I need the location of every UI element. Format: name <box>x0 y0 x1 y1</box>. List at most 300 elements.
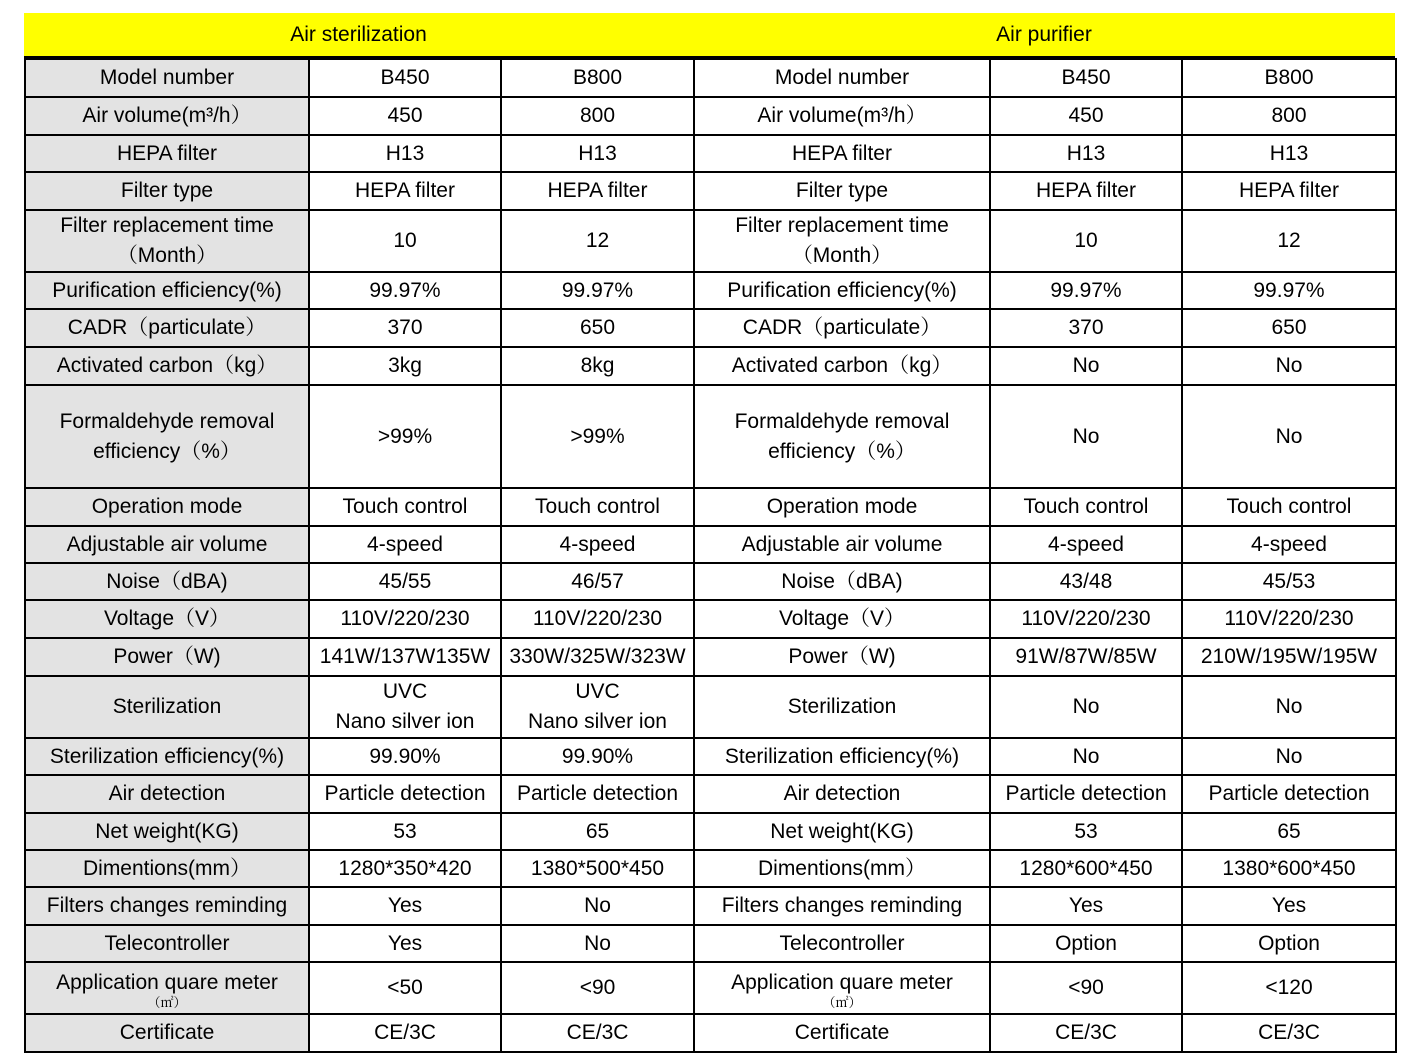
air-purifier-b800-value <box>1182 962 1396 1014</box>
air-sterilization-b450-value <box>309 563 501 600</box>
spec-label-sterilization <box>25 135 309 172</box>
air-purifier-b800-value <box>1182 272 1396 309</box>
cell-text-line: <90 <box>579 976 616 999</box>
cell-text-line: 370 <box>1068 316 1104 339</box>
cell-text-line: 1380*500*450 <box>530 856 665 880</box>
cell-text-line: No <box>1072 744 1100 768</box>
air-purifier-b800-value <box>1182 638 1396 676</box>
air-purifier-b450-value <box>990 563 1182 600</box>
cell-text-line: Net weight(KG) <box>770 819 914 843</box>
cell-text-line: Telecontroller <box>104 931 230 955</box>
table-row <box>25 488 1396 526</box>
cell-text-line: 45/55 <box>378 569 432 593</box>
cell-text-line: No <box>1275 424 1303 448</box>
cell-text-line: 65 <box>585 819 610 843</box>
cell-text-line: B800 <box>1264 66 1314 89</box>
air-purifier-b450-value <box>990 97 1182 135</box>
cell-text-line: Operation mode <box>91 495 243 518</box>
cell-text-line: （㎡） <box>822 995 862 1010</box>
cell-text-line: Particle detection <box>1005 782 1167 805</box>
table-row <box>25 309 1396 347</box>
air-sterilization-b450-value <box>309 638 501 676</box>
cell-text-line: 4-speed <box>1251 532 1327 556</box>
cell-text-line: HEPA filter <box>1036 179 1136 202</box>
air-sterilization-b800-value <box>501 563 694 600</box>
cell-text-line: Voltage（V） <box>778 607 906 630</box>
air-sterilization-b450-value <box>309 676 501 738</box>
air-sterilization-b450-value <box>309 1014 501 1052</box>
cell-text-line: Air detection <box>108 782 226 805</box>
cell-text-line: Filters changes reminding <box>46 894 288 917</box>
cell-text-line: 53 <box>1074 819 1098 843</box>
cell-text-line: 8kg <box>580 354 615 377</box>
air-purifier-b450-value <box>990 925 1182 962</box>
cell-text-line: Filters changes reminding <box>721 894 963 917</box>
air-purifier-b450-value <box>990 59 1182 97</box>
cell-text-line: Certificate <box>119 1021 215 1044</box>
air-purifier-b800-value <box>1182 600 1396 638</box>
air-purifier-b800-value <box>1182 676 1396 738</box>
air-purifier-b450-value <box>990 347 1182 385</box>
table-row <box>25 563 1396 600</box>
cell-text-line: Air volume(m³/h） <box>757 104 927 127</box>
air-purifier-b450-value <box>990 488 1182 526</box>
spec-label-sterilization <box>25 925 309 962</box>
air-purifier-b450-value <box>990 813 1182 850</box>
cell-text-line: H13 <box>578 141 617 165</box>
cell-text-line: Dimentions(mm） <box>757 856 927 880</box>
air-purifier-b450-value <box>990 962 1182 1014</box>
spec-label-purifier <box>694 850 990 887</box>
cell-text-line: 46/57 <box>571 569 624 593</box>
cell-text-line: B450 <box>380 66 430 89</box>
cell-text-line: CE/3C <box>1258 1021 1320 1044</box>
cell-text-line: Nano silver ion <box>335 710 475 733</box>
cell-text-line: No <box>584 894 611 917</box>
cell-text-line: H13 <box>385 141 425 165</box>
cell-text-line: H13 <box>1269 141 1309 165</box>
air-sterilization-b450-value <box>309 97 501 135</box>
cell-text-line: CE/3C <box>1055 1021 1117 1044</box>
air-sterilization-b800-value <box>501 738 694 775</box>
cell-text-line: HEPA filter <box>355 179 455 202</box>
cell-text-line: 12 <box>585 229 610 252</box>
table-row <box>25 97 1396 135</box>
cell-text-line: 99.97% <box>369 278 441 302</box>
air-sterilization-b450-value <box>309 347 501 385</box>
cell-text-line: B800 <box>572 66 623 89</box>
cell-text-line: Option <box>1055 931 1117 955</box>
air-sterilization-b450-value <box>309 135 501 172</box>
cell-text-line: Yes <box>1271 894 1307 917</box>
cell-text-line: Power（W) <box>788 645 896 668</box>
spec-label-sterilization <box>25 488 309 526</box>
cell-text-line: （㎡） <box>147 995 187 1010</box>
cell-text-line: Power（W) <box>113 645 221 668</box>
cell-text-line: 99.97% <box>561 278 634 302</box>
cell-text-line: 650 <box>579 316 616 339</box>
air-sterilization-b800-value <box>501 347 694 385</box>
air-sterilization-b450-value <box>309 813 501 850</box>
cell-text-line: 1380*600*450 <box>1222 856 1356 880</box>
cell-text-line: 450 <box>1068 104 1104 127</box>
spec-label-purifier <box>694 962 990 1014</box>
spec-label-sterilization <box>25 309 309 347</box>
cell-text-line: Sterilization <box>112 695 222 718</box>
cell-text-line: Yes <box>1068 894 1104 917</box>
air-sterilization-b450-value <box>309 738 501 775</box>
cell-text-line: No <box>1072 424 1100 448</box>
cell-text-line: 110V/220/230 <box>532 607 663 630</box>
air-purifier-b800-value <box>1182 172 1396 210</box>
table-row <box>25 600 1396 638</box>
air-sterilization-b800-value <box>501 676 694 738</box>
air-purifier-b450-value <box>990 526 1182 563</box>
air-sterilization-b800-value <box>501 1014 694 1052</box>
table-row <box>25 887 1396 925</box>
cell-text-line: 1280*350*420 <box>338 856 472 880</box>
cell-text-line: 12 <box>1277 229 1301 252</box>
cell-text-line: Certificate <box>794 1021 890 1044</box>
cell-text-line: No <box>1275 744 1303 768</box>
cell-text-line: Nano silver ion <box>528 710 667 733</box>
cell-text-line: 330W/325W/323W <box>509 645 686 668</box>
air-sterilization-b450-value <box>309 309 501 347</box>
cell-text-line: 210W/195W/195W <box>1200 645 1378 668</box>
cell-text-line: CE/3C <box>374 1021 436 1044</box>
cell-text-line: UVC <box>382 680 428 703</box>
spec-label-purifier <box>694 676 990 738</box>
spec-label-sterilization <box>25 272 309 309</box>
spec-sheet <box>24 13 1395 1053</box>
air-sterilization-b450-value <box>309 385 501 488</box>
cell-text-line: Sterilization efficiency(%) <box>724 744 960 768</box>
spec-label-sterilization <box>25 97 309 135</box>
cell-text-line: Sterilization efficiency(%) <box>49 744 285 768</box>
cell-text-line: 141W/137W135W <box>319 645 491 668</box>
air-purifier-b800-value <box>1182 563 1396 600</box>
cell-text-line: Formaldehyde removal <box>734 409 950 433</box>
cell-text-line: No <box>1275 354 1303 377</box>
cell-text-line: HEPA filter <box>547 179 648 202</box>
air-sterilization-b450-value <box>309 172 501 210</box>
spec-label-purifier <box>694 272 990 309</box>
cell-text-line: 4-speed <box>367 532 443 556</box>
cell-text-line: Touch control <box>1023 495 1149 518</box>
spec-label-purifier <box>694 488 990 526</box>
cell-text-line: Model number <box>99 66 235 89</box>
spec-label-purifier <box>694 563 990 600</box>
cell-text-line: 370 <box>387 316 423 339</box>
air-purifier-b450-value <box>990 850 1182 887</box>
cell-text-line: 53 <box>393 819 417 843</box>
air-purifier-b450-value <box>990 385 1182 488</box>
air-purifier-b450-value <box>990 1014 1182 1052</box>
cell-text-line: Dimentions(mm） <box>82 856 252 880</box>
air-purifier-b800-value <box>1182 738 1396 775</box>
cell-text-line: Touch control <box>342 495 468 518</box>
spec-label-sterilization <box>25 962 309 1014</box>
spec-label-purifier <box>694 887 990 925</box>
cell-text-line: Net weight(KG) <box>95 819 239 843</box>
cell-text-line: Air detection <box>783 782 901 805</box>
table-row <box>25 738 1396 775</box>
cell-text-line: Air volume(m³/h） <box>82 104 252 127</box>
cell-text-line: No <box>1275 695 1303 718</box>
cell-text-line: 4-speed <box>559 532 636 556</box>
air-purifier-b800-value <box>1182 385 1396 488</box>
spec-label-sterilization <box>25 676 309 738</box>
cell-text-line: 99.97% <box>1253 278 1325 302</box>
table-row <box>25 59 1396 97</box>
cell-text-line: HEPA filter <box>117 141 217 165</box>
table-row <box>25 638 1396 676</box>
air-sterilization-b800-value <box>501 272 694 309</box>
air-purifier-b800-value <box>1182 210 1396 272</box>
cell-text-line: H13 <box>1066 141 1106 165</box>
cell-text-line: Application quare meter <box>56 971 278 994</box>
spec-table <box>24 58 1397 1053</box>
cell-text-line: Model number <box>774 66 910 89</box>
air-sterilization-b800-value <box>501 813 694 850</box>
spec-table-body <box>25 59 1396 1052</box>
spec-label-sterilization <box>25 210 309 272</box>
spec-label-purifier <box>694 97 990 135</box>
spec-label-sterilization <box>25 738 309 775</box>
air-sterilization-b450-value <box>309 272 501 309</box>
table-row <box>25 1014 1396 1052</box>
cell-text-line: <90 <box>1068 976 1104 999</box>
air-sterilization-title: Air sterilization <box>290 22 427 46</box>
air-purifier-b800-value <box>1182 850 1396 887</box>
spec-label-sterilization <box>25 600 309 638</box>
cell-text-line: No <box>1072 695 1100 718</box>
cell-text-line: （Month） <box>791 244 893 267</box>
table-row <box>25 962 1396 1014</box>
air-sterilization-b800-value <box>501 135 694 172</box>
air-sterilization-b450-value <box>309 775 501 813</box>
air-purifier-title: Air purifier <box>996 22 1092 46</box>
cell-text-line: 99.90% <box>561 744 634 768</box>
cell-text-line: UVC <box>575 680 620 703</box>
air-sterilization-b800-value <box>501 385 694 488</box>
cell-text-line: 450 <box>387 104 423 127</box>
cell-text-line: Touch control <box>535 495 660 518</box>
cell-text-line: >99% <box>570 424 625 448</box>
spec-label-purifier <box>694 738 990 775</box>
air-purifier-b800-value <box>1182 1014 1396 1052</box>
air-sterilization-b800-value <box>501 172 694 210</box>
spec-label-sterilization <box>25 59 309 97</box>
table-row <box>25 347 1396 385</box>
cell-text-line: 65 <box>1277 819 1301 843</box>
cell-text-line: Purification efficiency(%) <box>727 278 957 302</box>
spec-label-purifier <box>694 813 990 850</box>
air-purifier-b800-value <box>1182 526 1396 563</box>
cell-text-line: 3kg <box>388 354 422 377</box>
cell-text-line: 110V/220/230 <box>1021 607 1151 630</box>
spec-label-sterilization <box>25 850 309 887</box>
table-row <box>25 676 1396 738</box>
spec-label-purifier <box>694 526 990 563</box>
cell-text-line: 99.90% <box>369 744 441 768</box>
cell-text-line: Filter replacement time <box>60 214 274 237</box>
air-purifier-b450-value <box>990 676 1182 738</box>
spec-label-sterilization <box>25 887 309 925</box>
cell-text-line: No <box>584 931 611 955</box>
cell-text-line: Particle detection <box>1208 782 1370 805</box>
cell-text-line: CE/3C <box>566 1021 629 1044</box>
spec-label-purifier <box>694 347 990 385</box>
cell-text-line: Particle detection <box>324 782 486 805</box>
spec-label-purifier <box>694 59 990 97</box>
table-row <box>25 925 1396 962</box>
cell-text-line: 43/48 <box>1059 569 1113 593</box>
air-sterilization-b800-value <box>501 887 694 925</box>
air-sterilization-b800-value <box>501 638 694 676</box>
spec-label-purifier <box>694 172 990 210</box>
cell-text-line: 800 <box>579 104 616 127</box>
spec-label-sterilization <box>25 385 309 488</box>
spec-label-purifier <box>694 309 990 347</box>
cell-text-line: 110V/220/230 <box>340 607 470 630</box>
cell-text-line: Noise（dBA) <box>106 569 228 593</box>
cell-text-line: <50 <box>387 976 423 999</box>
cell-text-line: Filter replacement time <box>735 214 949 237</box>
cell-text-line: CADR（particulate） <box>742 316 942 339</box>
cell-text-line: 4-speed <box>1048 532 1124 556</box>
spec-label-purifier <box>694 600 990 638</box>
spec-label-purifier <box>694 775 990 813</box>
air-purifier-b450-value <box>990 775 1182 813</box>
spec-label-purifier <box>694 925 990 962</box>
cell-text-line: Formaldehyde removal <box>59 409 275 433</box>
spec-label-sterilization <box>25 563 309 600</box>
air-sterilization-b800-value <box>501 526 694 563</box>
spec-label-sterilization <box>25 347 309 385</box>
spec-label-purifier <box>694 135 990 172</box>
cell-text-line: Noise（dBA) <box>781 569 903 593</box>
air-sterilization-b800-value <box>501 850 694 887</box>
air-purifier-b800-value <box>1182 97 1396 135</box>
spec-label-purifier <box>694 210 990 272</box>
table-row <box>25 526 1396 563</box>
cell-text-line: <120 <box>1265 976 1313 999</box>
air-purifier-b450-value <box>990 309 1182 347</box>
cell-text-line: Application quare meter <box>731 971 953 994</box>
air-purifier-b450-value <box>990 887 1182 925</box>
air-sterilization-b800-value <box>501 97 694 135</box>
spec-label-sterilization <box>25 1014 309 1052</box>
air-sterilization-b450-value <box>309 887 501 925</box>
air-sterilization-b450-value <box>309 850 501 887</box>
cell-text-line: Filter type <box>120 179 214 202</box>
air-purifier-b450-value <box>990 272 1182 309</box>
air-purifier-b800-value <box>1182 925 1396 962</box>
spec-label-purifier <box>694 385 990 488</box>
cell-text-line: Telecontroller <box>779 931 905 955</box>
cell-text-line: Sterilization <box>787 695 897 718</box>
cell-text-line: efficiency（%） <box>768 439 916 463</box>
air-sterilization-b800-value <box>501 488 694 526</box>
cell-text-line: efficiency（%） <box>93 439 241 463</box>
table-row <box>25 813 1396 850</box>
air-purifier-b450-value <box>990 738 1182 775</box>
cell-text-line: HEPA filter <box>792 141 892 165</box>
air-sterilization-b450-value <box>309 925 501 962</box>
cell-text-line: 1280*600*450 <box>1019 856 1153 880</box>
cell-text-line: HEPA filter <box>1239 179 1339 202</box>
air-sterilization-b450-value <box>309 600 501 638</box>
cell-text-line: 650 <box>1271 316 1307 339</box>
air-sterilization-b450-value <box>309 210 501 272</box>
cell-text-line: Touch control <box>1226 495 1352 518</box>
cell-text-line: Adjustable air volume <box>741 532 943 556</box>
air-sterilization-b450-value <box>309 488 501 526</box>
cell-text-line: Filter type <box>795 179 889 202</box>
table-row <box>25 210 1396 272</box>
table-row <box>25 172 1396 210</box>
air-purifier-b800-value <box>1182 309 1396 347</box>
air-sterilization-b800-value <box>501 309 694 347</box>
cell-text-line: >99% <box>377 424 433 448</box>
air-sterilization-b800-value <box>501 775 694 813</box>
air-purifier-b450-value <box>990 638 1182 676</box>
cell-text-line: （Month） <box>116 244 218 267</box>
cell-text-line: 10 <box>1074 229 1098 252</box>
air-purifier-b800-value <box>1182 59 1396 97</box>
cell-text-line: Yes <box>387 931 423 955</box>
air-sterilization-b450-value <box>309 526 501 563</box>
cell-text-line: 10 <box>393 229 417 252</box>
cell-text-line: 800 <box>1271 104 1307 127</box>
air-sterilization-b800-value <box>501 600 694 638</box>
air-purifier-b800-value <box>1182 488 1396 526</box>
cell-text-line: Particle detection <box>516 782 679 805</box>
air-purifier-b800-value <box>1182 347 1396 385</box>
table-row <box>25 775 1396 813</box>
air-purifier-b800-value <box>1182 813 1396 850</box>
air-purifier-b800-value <box>1182 775 1396 813</box>
spec-label-sterilization <box>25 172 309 210</box>
cell-text-line: Purification efficiency(%) <box>52 278 282 302</box>
air-purifier-b450-value <box>990 210 1182 272</box>
cell-text-line: CADR（particulate） <box>67 316 267 339</box>
cell-text-line: 45/53 <box>1262 569 1316 593</box>
table-row <box>25 385 1396 488</box>
cell-text-line: Activated carbon（kg） <box>731 354 953 377</box>
spec-label-purifier <box>694 1014 990 1052</box>
cell-text-line: 91W/87W/85W <box>1015 645 1157 668</box>
cell-text-line: 99.97% <box>1050 278 1122 302</box>
air-sterilization-b800-value <box>501 59 694 97</box>
air-sterilization-b450-value <box>309 962 501 1014</box>
cell-text-line: Adjustable air volume <box>66 532 268 556</box>
air-sterilization-b450-value <box>309 59 501 97</box>
table-row <box>25 272 1396 309</box>
cell-text-line: Yes <box>387 894 423 917</box>
table-row <box>25 135 1396 172</box>
cell-text-line: B450 <box>1061 66 1111 89</box>
spec-label-purifier <box>694 638 990 676</box>
air-purifier-b450-value <box>990 600 1182 638</box>
table-row <box>25 850 1396 887</box>
spec-label-sterilization <box>25 813 309 850</box>
cell-text-line: Operation mode <box>766 495 918 518</box>
spec-label-sterilization <box>25 526 309 563</box>
air-purifier-b450-value <box>990 172 1182 210</box>
air-sterilization-b800-value <box>501 210 694 272</box>
